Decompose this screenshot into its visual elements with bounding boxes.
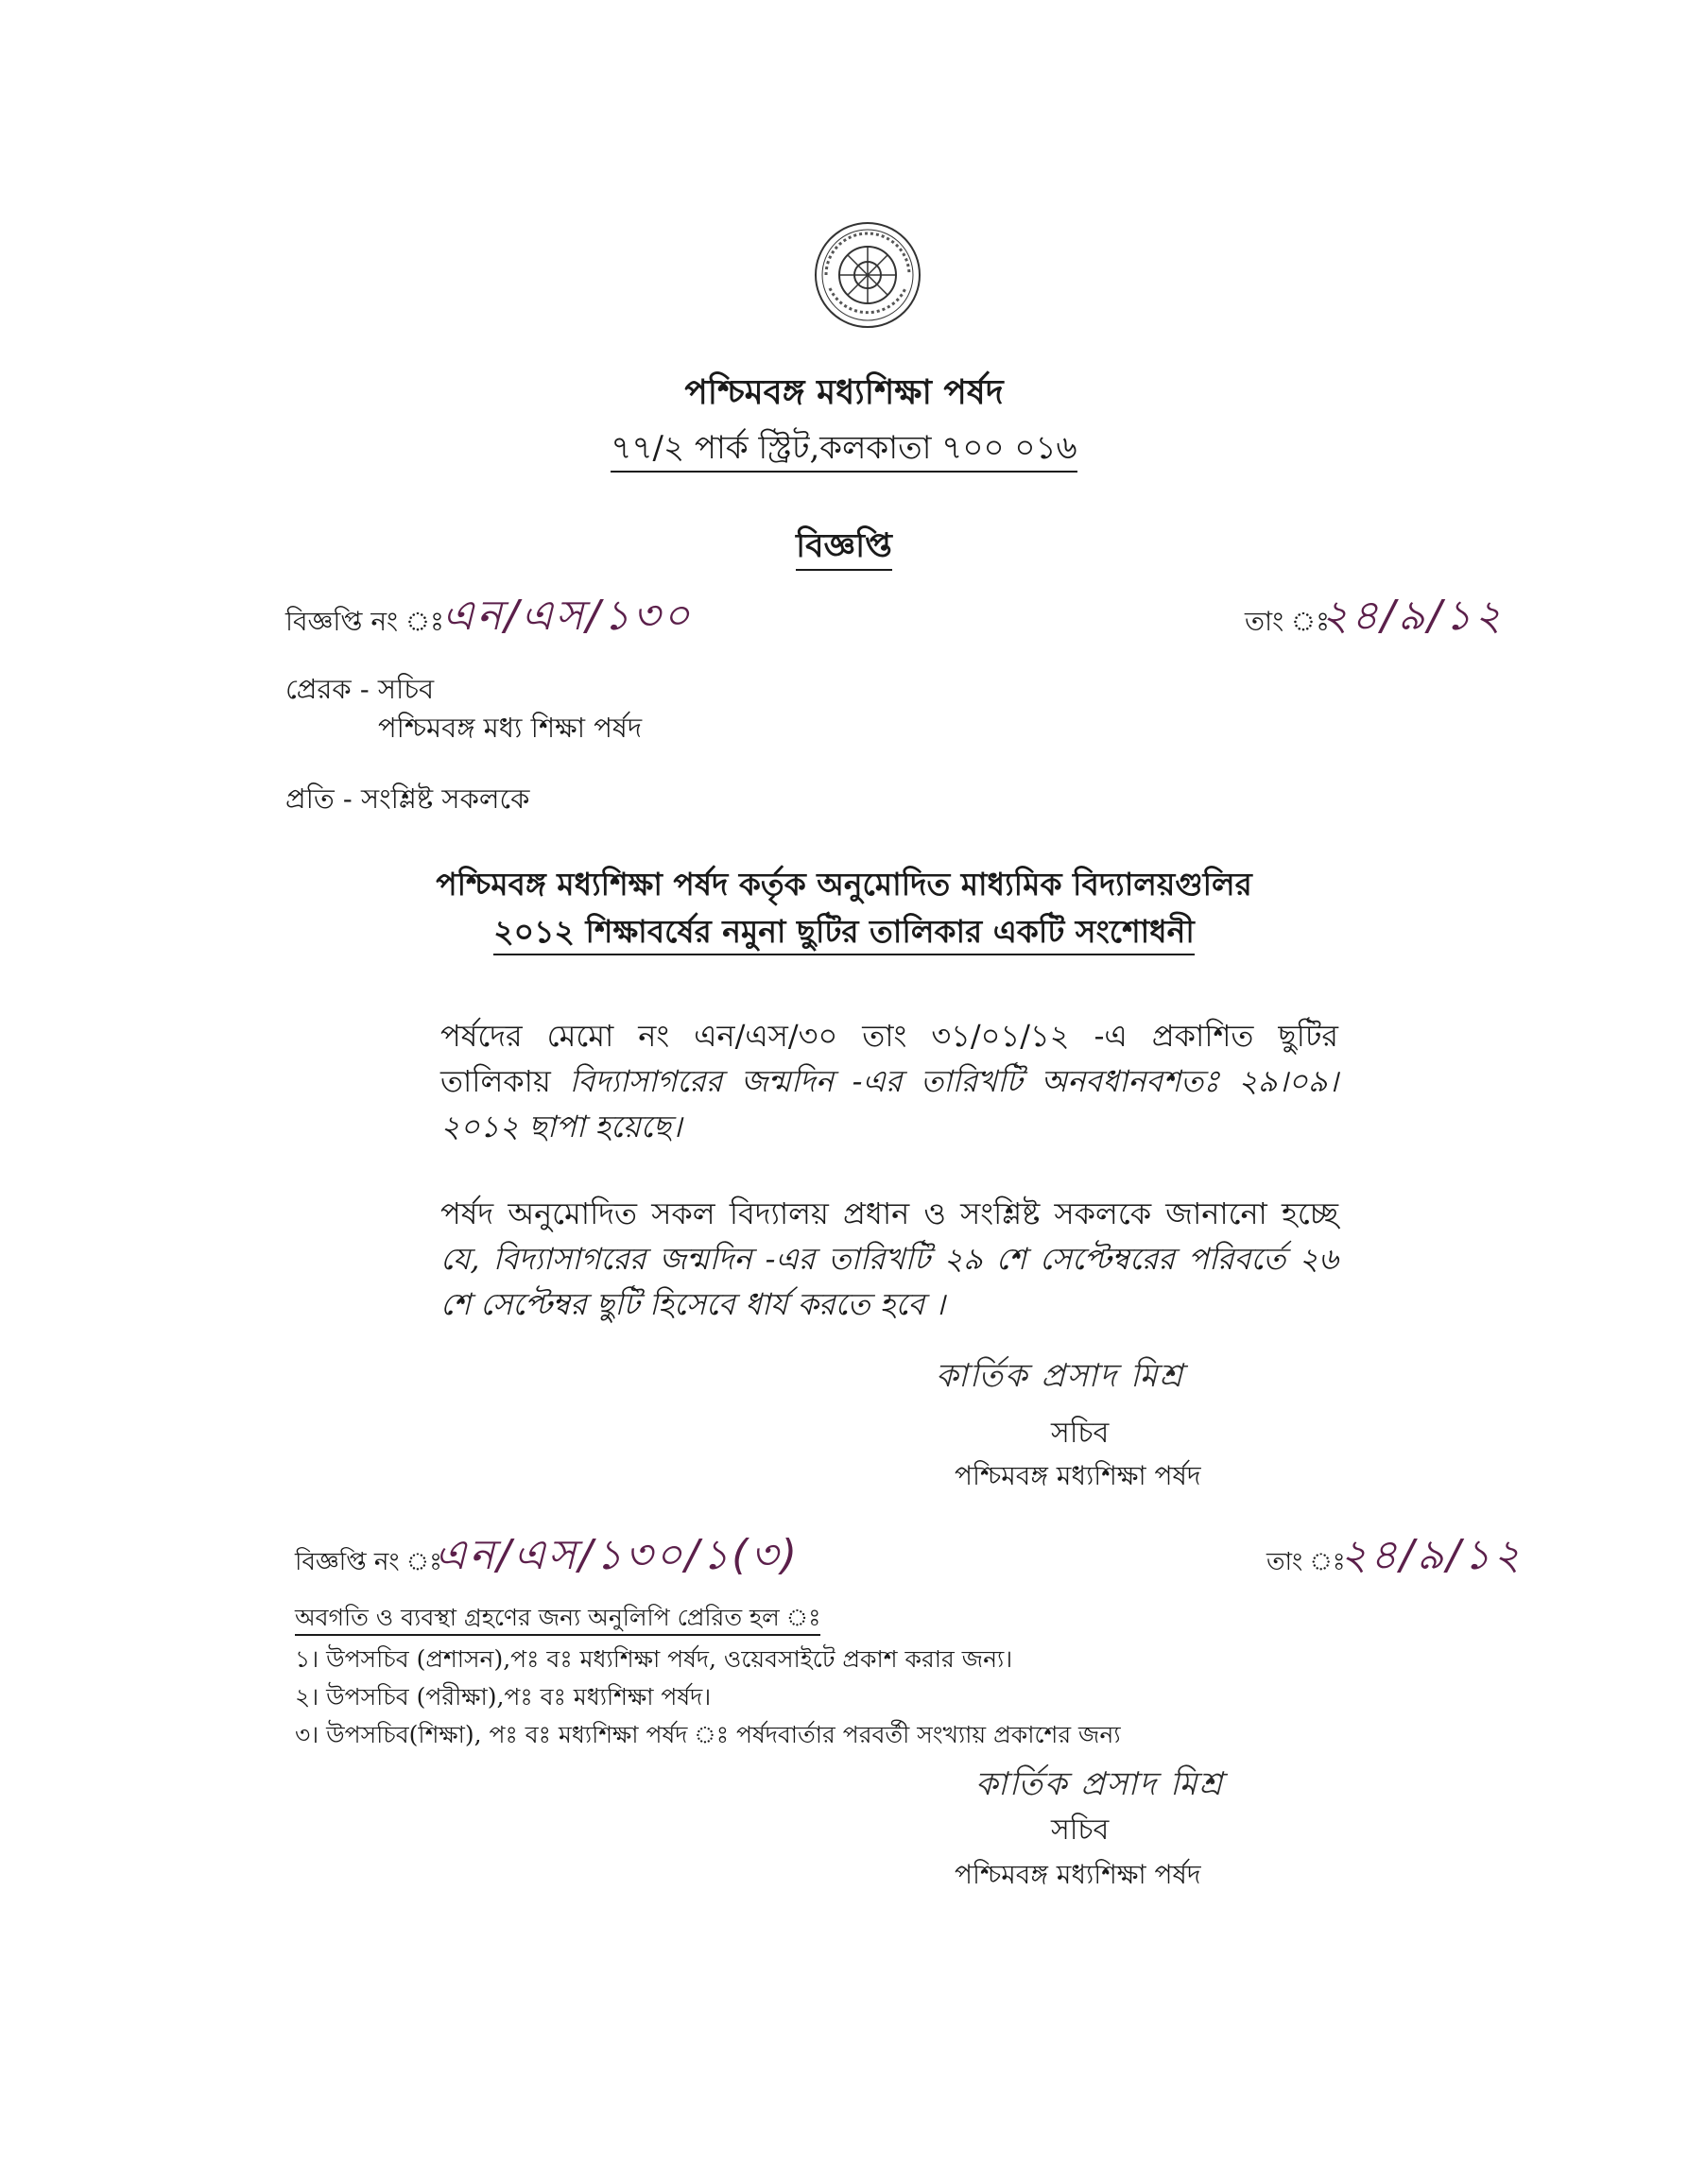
copy-heading: অবগতি ও ব্যবস্থা গ্রহণের জন্য অনুলিপি প্রেরিত হল ঃ [295, 1599, 820, 1640]
copy-item-3: ৩। উপসচিব(শিক্ষা), পঃ বঃ মধ্যশিক্ষা পর্ষদ ঃ পর্ষদবার্তার পরবর্তী সংখ্যায় প্রকাশের জন্য [295, 1721, 1121, 1748]
sender-org: পশ্চিমবঙ্গ মধ্য শিক্ষা পর্ষদ [378, 712, 643, 744]
body-paragraph-1-italic: বিদ্যাসাগরের জন্মদিন -এর তারিখটি অনবধানবশতঃ ২৯।০৯।২০১২ ছাপা হয়েছে। [440, 1063, 1338, 1144]
signature-2-org: পশ্চিমবঙ্গ মধ্যশিক্ষা পর্ষদ [955, 1859, 1201, 1890]
copy-item-2: ২। উপসচিব (পরীক্ষা),পঃ বঃ মধ্যশিক্ষা পর্ষদ। [295, 1683, 712, 1711]
copy-date-value: ২৪/৯/১২ [1340, 1531, 1524, 1579]
body-paragraph-2-plain: পর্ষদ অনুমোদিত সকল বিদ্যালয় প্রধান ও সংশ্লিষ্ট সকলকে জানানো হচ্ছে [440, 1195, 1338, 1231]
notice-date-label: তাং ঃ [1245, 606, 1331, 637]
subject-line-2: ২০১২ শিক্ষাবর্ষের নমুনা ছুটির তালিকার একটি সংশোধনী [0, 907, 1688, 960]
board-address: ৭৭/২ পার্ক স্ট্রিট,কলকাতা ৭০০ ০১৬ [0, 423, 1688, 477]
signature-2-designation: সচিব [1051, 1814, 1110, 1847]
copy-item-1: ১। উপসচিব (প্রশাসন),পঃ বঃ মধ্যশিক্ষা পর্ষদ, ওয়েবসাইটে প্রকাশ করার জন্য। [295, 1645, 1013, 1673]
notice-no-label: বিজ্ঞপ্তি নং ঃ [285, 606, 444, 637]
body-paragraph-1 [440, 1013, 1338, 1149]
copy-no-label: বিজ্ঞপ্তি নং ঃ [295, 1548, 442, 1576]
signature-1-handwritten: কার্তিক প্রসাদ মিশ্র [936, 1357, 1185, 1395]
subject-line-1: পশ্চিমবঙ্গ মধ্যশিক্ষা পর্ষদ কর্তৃক অনুমোদিত মাধ্যমিক বিদ্যালয়গুলির [436, 866, 1252, 903]
body-paragraph-2-italic: যে, বিদ্যাসাগরের জন্মদিন -এর তারিখটি ২৯ শে সেপ্টেম্বরের পরিবর্তে ২৬ শে সেপ্টেম্বর ছুটি হিসেবে ধার্য করতে হবে । [440, 1241, 1338, 1322]
notice-heading: বিজ্ঞপ্তি [0, 520, 1688, 576]
copy-no-value: এন/এস/১৩০/১(৩) [435, 1531, 801, 1579]
copy-date-label: তাং ঃ [1266, 1548, 1346, 1576]
signature-1-designation: সচিব [1051, 1417, 1110, 1450]
board-seal-logo [813, 220, 922, 330]
signature-1-org: পশ্চিমবঙ্গ মধ্যশিক্ষা পর্ষদ [955, 1460, 1201, 1491]
recipient-line: প্রতি - সংশ্লিষ্ট সকলকে [285, 782, 530, 815]
sender-line: প্রেরক - সচিব [285, 673, 435, 705]
notice-date-value: ২৪/৯/১২ [1321, 592, 1505, 640]
body-paragraph-2 [440, 1191, 1338, 1327]
notice-no-value: এন/এস/১৩০ [442, 592, 693, 640]
body-paragraph-1-plain: পর্ষদের মেমো নং এন/এস/৩০ তাং ৩১/০১/১২ -এ প্রকাশিত ছুটির তালিকায় [440, 1018, 1338, 1099]
signature-2-handwritten: কার্তিক প্রসাদ মিশ্র [975, 1765, 1225, 1803]
board-title: পশ্চিমবঙ্গ মধ্যশিক্ষা পর্ষদ [684, 372, 1004, 412]
